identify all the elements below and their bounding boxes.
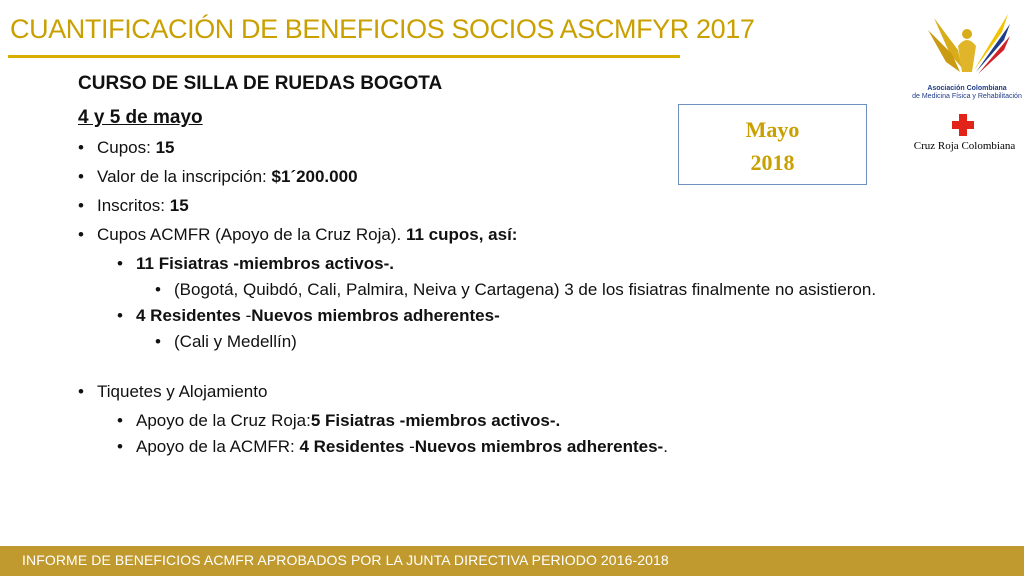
residentes-detail: (Cali y Medellín) (174, 332, 297, 351)
wings-emblem-icon (922, 10, 1012, 82)
apoyo-acmfr-desc: Nuevos miembros adherentes- (414, 437, 664, 456)
course-heading: CURSO DE SILLA DE RUEDAS BOGOTA (78, 73, 443, 94)
cupos-label: Cupos: (97, 138, 156, 157)
acmfr-label: Cupos ACMFR (Apoyo de la Cruz Roja). (97, 225, 406, 244)
cruz-roja-label: Cruz Roja Colombiana (913, 140, 1016, 152)
fisiatras-detail: (Bogotá, Quibdó, Cali, Palmira, Neiva y Cartagena) 3 de los fisiatras finalmente no asistieron. (174, 280, 877, 299)
slide-content (78, 72, 898, 462)
apoyo-acmfr-sep: - (404, 437, 415, 456)
residentes-count: 4 Residentes (136, 306, 241, 325)
tiquetes-text: Tiquetes y Alojamiento (97, 382, 268, 401)
list-item (136, 436, 898, 457)
list-item (97, 381, 898, 402)
list-item (174, 279, 894, 300)
title-underline (8, 55, 680, 58)
list-item (174, 331, 894, 352)
list-item (97, 137, 898, 158)
residentes-sep: - (240, 306, 252, 325)
course-dates: 4 y 5 de mayo (78, 107, 203, 128)
apoyo-cruz-value: 5 Fisiatras -miembros activos-. (310, 411, 561, 430)
list-item (136, 410, 898, 431)
cupos-value: 15 (155, 138, 175, 157)
inscritos-value: 15 (169, 196, 189, 215)
acmfr-value: 11 cupos, así: (405, 225, 518, 244)
footer-text: INFORME DE BENEFICIOS ACMFR APROBADOS POR LA JUNTA DIRECTIVA PERIODO 2016-2018 (22, 552, 669, 568)
apoyo-acmfr-end: . (663, 437, 668, 456)
fisiatras-text: 11 Fisiatras -miembros activos-. (136, 254, 394, 273)
list-item (97, 166, 898, 187)
valor-label: Valor de la inscripción: (97, 167, 272, 186)
list-item (97, 224, 898, 245)
asociacion-subtitle: de Medicina Física y Rehabilitación (912, 93, 1022, 100)
date-month: Mayo (745, 117, 800, 142)
inscritos-label: Inscritos: (97, 196, 170, 215)
list-item (97, 195, 898, 216)
asociacion-logo (912, 10, 1022, 110)
date-year: 2018 (750, 150, 795, 175)
apoyo-cruz-label: Apoyo de la Cruz Roja: (136, 411, 311, 430)
apoyo-acmfr-label: Apoyo de la ACMFR: (136, 437, 300, 456)
list-item (136, 253, 898, 274)
apoyo-acmfr-count: 4 Residentes (299, 437, 405, 456)
red-cross-icon (952, 114, 974, 136)
cruz-roja-logo (905, 110, 1024, 160)
asociacion-name: Asociación Colombiana (927, 85, 1007, 92)
valor-value: $1´200.000 (271, 167, 358, 186)
list-item (136, 305, 898, 326)
spacer (78, 357, 898, 381)
slide-title: CUANTIFICACIÓN DE BENEFICIOS SOCIOS ASCMFYR 2017 (10, 14, 755, 44)
footer-bar (0, 546, 1024, 576)
residentes-desc: Nuevos miembros adherentes- (251, 306, 500, 325)
